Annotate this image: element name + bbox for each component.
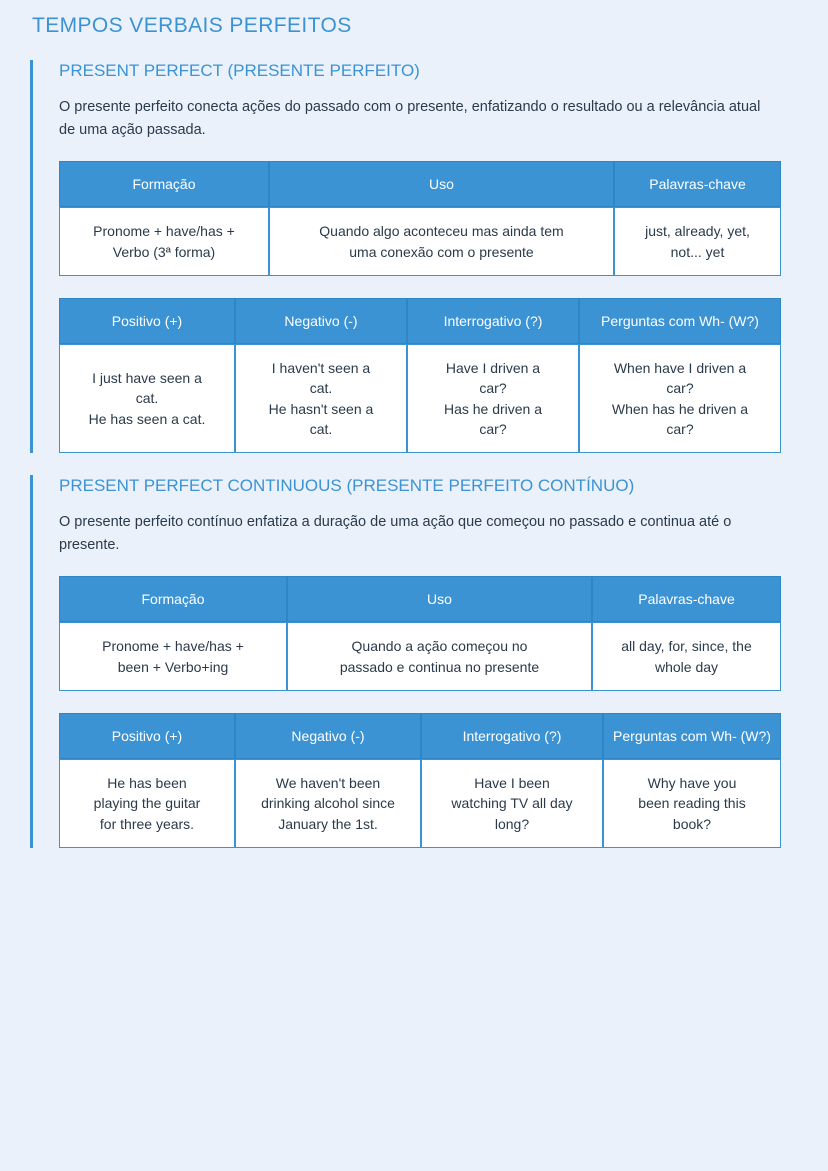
cell-line: Have I driven a (445, 360, 541, 376)
cell-line: Has he driven a (443, 400, 543, 417)
cell-line: whole day (654, 658, 719, 675)
section-title: PRESENT PERFECT (PRESENTE PERFEITO) (59, 61, 420, 80)
cell-line: been + Verbo+ing (117, 658, 229, 675)
table-row (59, 344, 781, 453)
table-row (59, 622, 781, 691)
cell-line: cat. (135, 390, 159, 407)
cell-positivo (59, 344, 235, 453)
table-row (59, 207, 781, 276)
cell-line: January the 1st. (278, 815, 378, 832)
column-header-negativo: Negativo (-) (235, 713, 421, 759)
cell-line: Verbo (3ª forma) (112, 243, 216, 260)
section-description: O presente perfeito contínuo enfatiza a duração de uma ação que começou no passado e continua até o presente. (59, 514, 732, 553)
cell-negativo (235, 759, 421, 848)
cell-wh (603, 759, 781, 848)
table-header-row (59, 576, 781, 622)
cell-interrogativo (407, 344, 579, 453)
formation-table (59, 576, 781, 691)
cell-line: When has he driven a (611, 400, 749, 417)
formation-table (59, 161, 781, 276)
cell-formacao (59, 622, 287, 691)
cell-line: cat. (309, 380, 333, 397)
column-header-uso: Uso (269, 161, 614, 207)
column-header-wh: Perguntas com Wh- (W?) (579, 298, 781, 344)
column-header-formacao: Formação (59, 161, 269, 207)
section-title: PRESENT PERFECT CONTINUOUS (PRESENTE PERFEITO CONTÍNUO) (59, 476, 635, 496)
cell-palavras-chave (592, 622, 781, 691)
cell-line: been reading this (638, 795, 746, 812)
cell-line: Why have you (647, 775, 737, 792)
forms-table (59, 713, 781, 848)
cell-uso (287, 622, 592, 691)
cell-positivo (59, 759, 235, 848)
table-header-row (59, 298, 781, 344)
column-header-negativo: Negativo (-) (235, 298, 407, 344)
cell-line: When have I driven a (613, 360, 747, 376)
table-header-row (59, 713, 781, 759)
cell-line: passado e continua no presente (339, 658, 540, 675)
cell-negativo (235, 344, 407, 453)
column-header-positivo: Positivo (+) (59, 713, 235, 759)
table-header-row (59, 161, 781, 207)
cell-line: He has been (107, 775, 187, 792)
column-header-palavras-chave: Palavras-chave (592, 576, 781, 622)
cell-line: car? (479, 380, 507, 397)
section-present-perfect-continuous (30, 475, 782, 848)
cell-line: uma conexão com o presente (349, 243, 534, 260)
cell-line: watching TV all day (451, 795, 573, 812)
forms-table (59, 298, 781, 453)
cell-line: Pronome + have/has + (93, 223, 235, 240)
cell-line: Quando a ação começou no (351, 638, 528, 655)
cell-line: for three years. (99, 815, 195, 832)
cell-formacao (59, 207, 269, 276)
section-description: O presente perfeito conecta ações do passado com o presente, enfatizando o resultado ou a relevância atual de uma ação passada. (59, 99, 761, 138)
cell-line: book? (672, 815, 712, 832)
column-header-wh: Perguntas com Wh- (W?) (603, 713, 781, 759)
cell-uso (269, 207, 614, 276)
cell-line: I haven't seen a (271, 360, 371, 376)
column-header-palavras-chave: Palavras-chave (614, 161, 781, 207)
cell-line: car? (666, 380, 694, 397)
page-title: TEMPOS VERBAIS PERFEITOS (32, 14, 352, 37)
cell-palavras-chave (614, 207, 781, 276)
cell-line: all day, for, since, the (621, 638, 752, 655)
cell-line: Quando algo aconteceu mas ainda tem (319, 223, 564, 240)
cell-line: car? (479, 420, 507, 437)
cell-line: drinking alcohol since (261, 795, 395, 812)
cell-line: long? (494, 815, 530, 832)
section-present-perfect (30, 60, 782, 453)
cell-line: cat. (309, 420, 333, 437)
cell-line: He has seen a cat. (88, 410, 206, 427)
column-header-interrogativo: Interrogativo (?) (407, 298, 579, 344)
cell-line: Have I been (474, 775, 550, 792)
table-row (59, 759, 781, 848)
column-header-positivo: Positivo (+) (59, 298, 235, 344)
cell-line: He hasn't seen a (268, 400, 374, 417)
cell-wh (579, 344, 781, 453)
column-header-formacao: Formação (59, 576, 287, 622)
cell-line: Pronome + have/has + (102, 638, 244, 655)
cell-line: car? (666, 420, 694, 437)
column-header-uso: Uso (287, 576, 592, 622)
cell-line: just, already, yet, (645, 223, 750, 240)
cell-line: playing the guitar (93, 795, 201, 812)
column-header-interrogativo: Interrogativo (?) (421, 713, 603, 759)
cell-line: I just have seen a (92, 370, 202, 387)
cell-line: We haven't been (275, 775, 381, 792)
cell-interrogativo (421, 759, 603, 848)
cell-line: not... yet (670, 243, 725, 260)
